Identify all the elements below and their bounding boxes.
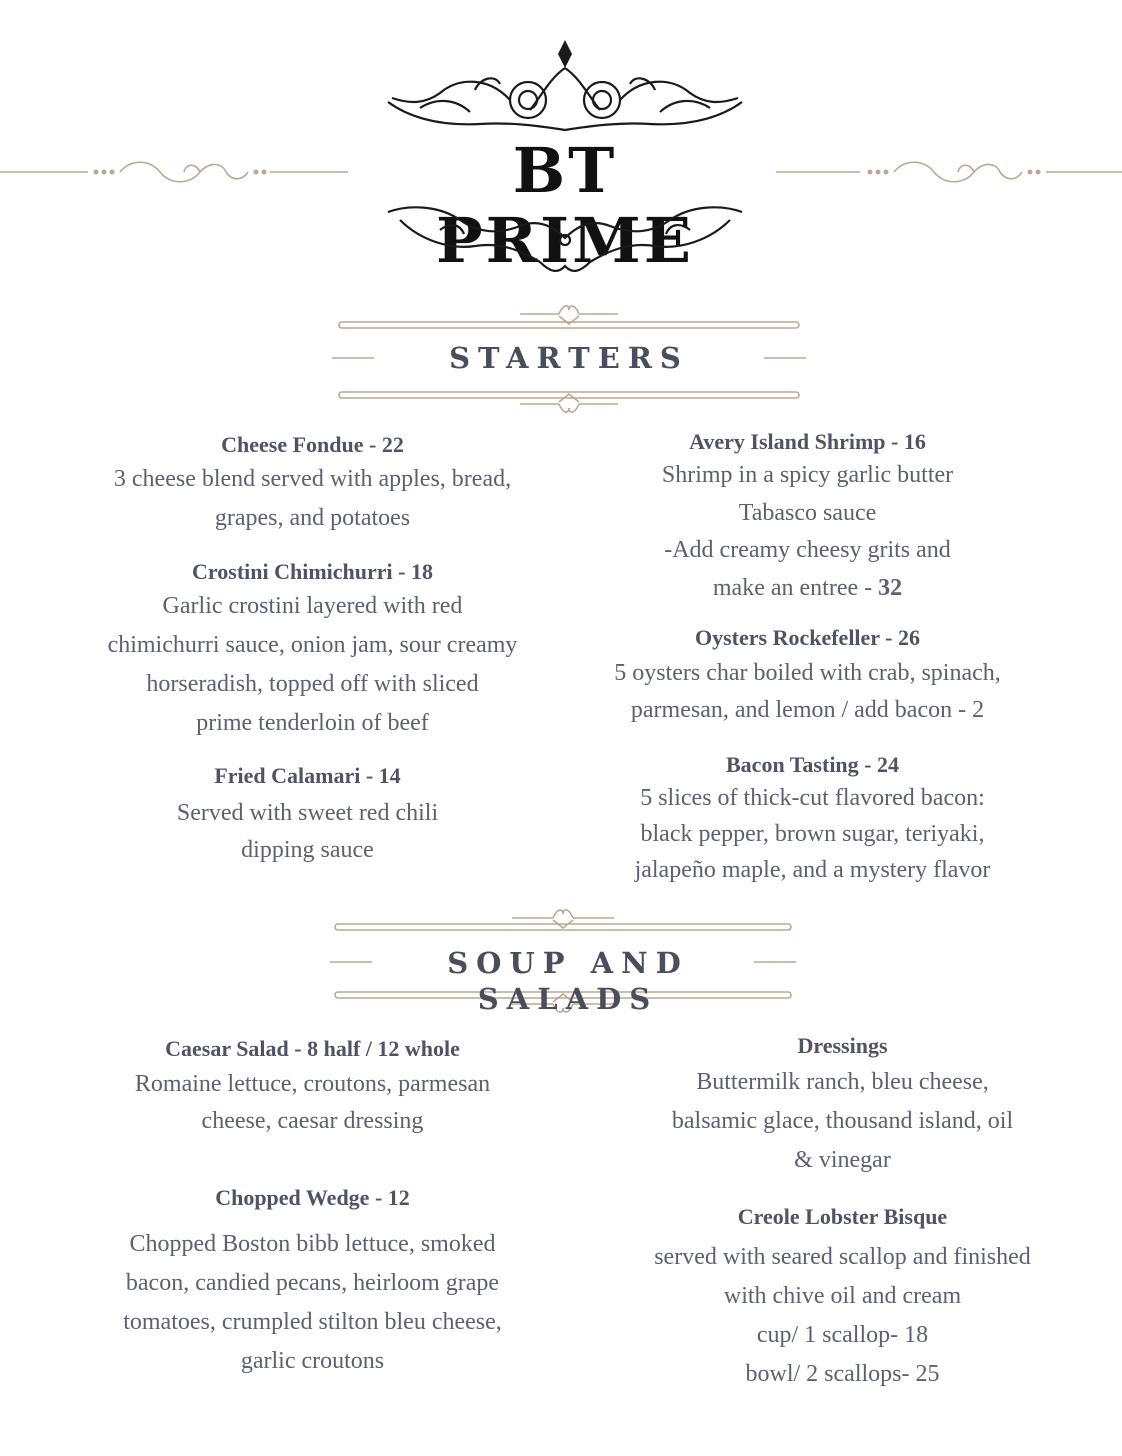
- menu-item: [40, 430, 585, 538]
- menu-item-description: 5 oysters char boiled with crab, spinach, parmesan, and lemon / add bacon - 2: [614, 660, 1001, 723]
- menu-item-name: Fried Calamari - 14: [214, 763, 401, 788]
- menu-item-name: Bacon Tasting - 24: [726, 752, 899, 777]
- menu-item-name: Dressings: [797, 1033, 888, 1058]
- menu-item-description: 3 cheese blend served with apples, bread, grapes, and potatoes: [113, 466, 512, 531]
- menu-item-description: Chopped Boston bibb lettuce, smoked bacon, candied pecans, heirloom grape tomatoes, crumpled stilton bleu cheese, garlic croutons: [123, 1231, 502, 1374]
- menu-item-description: served with seared scallop and finished with chive oil and cream cup/ 1 scallop- 18 bowl/ 2 scallops- 25: [654, 1244, 1031, 1387]
- menu-item-description: 5 slices of thick-cut flavored bacon: black pepper, brown sugar, teriyaki, jalapeño maple, and a mystery flavor: [634, 785, 991, 883]
- brand-title: BT PRIME: [435, 134, 695, 277]
- menu-item-name: Oysters Rockefeller - 26: [694, 625, 921, 650]
- menu-item: [560, 427, 1055, 607]
- menu-item-description: Served with sweet red chili dipping sauce: [176, 800, 439, 863]
- menu-item-price: 32: [878, 574, 903, 601]
- menu-item-description: Romaine lettuce, croutons, parmesan cheese, caesar dressing: [134, 1071, 491, 1134]
- baroque-crest-top-icon: [380, 38, 750, 138]
- menu-item: [40, 557, 585, 743]
- menu-item-name: Creole Lobster Bisque: [737, 1204, 948, 1229]
- menu-item: [600, 1031, 1085, 1180]
- menu-item-name: Caesar Salad - 8 half / 12 whole: [165, 1036, 460, 1061]
- menu-item-name: Chopped Wedge - 12: [215, 1185, 410, 1210]
- menu-item-name: Cheese Fondue - 22: [221, 432, 404, 457]
- flourish-left-icon: [0, 155, 352, 189]
- menu-item-description: Shrimp in a spicy garlic butter Tabasco sauce -Add creamy cheesy grits and make an entree -: [661, 462, 954, 601]
- menu-item: [40, 761, 575, 869]
- soups-heading: SOUP AND SALADS: [447, 946, 689, 1016]
- menu-item: [40, 1183, 585, 1381]
- menu-item-name: Crostini Chimichurri - 18: [192, 559, 433, 584]
- menu-item-description: Buttermilk ranch, bleu cheese, balsamic glace, thousand island, oil & vinegar: [671, 1069, 1014, 1173]
- menu-item: [560, 623, 1055, 729]
- menu-item: [40, 1034, 585, 1140]
- starters-heading: STARTERS: [449, 341, 689, 375]
- menu-item-description: Garlic crostini layered with red chimichurri sauce, onion jam, sour creamy horseradish, topped off with sliced prime tenderloin of beef: [107, 593, 518, 736]
- menu-item-name: Avery Island Shrimp - 16: [689, 429, 926, 454]
- baroque-scroll-bottom-icon: [380, 200, 750, 280]
- flourish-right-icon: [774, 155, 1122, 189]
- menu-item: [565, 750, 1060, 888]
- menu-item: [600, 1202, 1085, 1394]
